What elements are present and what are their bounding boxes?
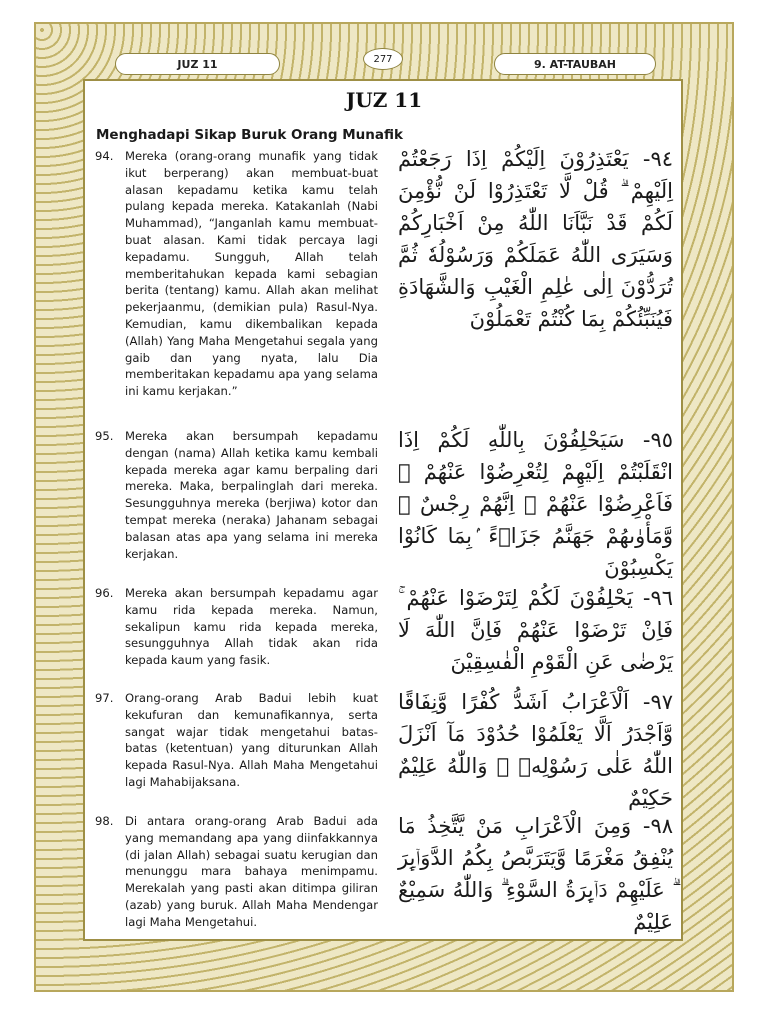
verse-arabic-96: ٩٦- يَحْلِفُوْنَ لَكُمْ لِتَرْضَوْا عَنْهُمْ ۚ فَاِنْ تَرْضَوْا عَنْهُمْ فَاِنَّ اللّٰهَ لَا يَرْضٰى عَنِ الْقَوْمِ الْفٰسِقِيْنَ [398,586,673,674]
verse-arabic-97: ٩٧- اَلْاَعْرَابُ اَشَدُّ كُفْرًا وَّنِفَاقًا وَّاَجْدَرُ اَلَّا يَعْلَمُوْا حُدُوْدَ مَآ اَنْزَلَ اللّٰهُ عَلٰى رَسُوْلِهٖ ۗ وَاللّٰهُ عَلِيْمٌ حَكِيْمٌ [398,690,673,810]
juz-label: JUZ 11 [115,53,280,75]
section-heading: Menghadapi Sikap Buruk Orang Munafik [96,127,403,143]
translation-text: Di antara orang-orang Arab Badui ada yang memandang apa yang diinfakkannya (di jalan Allah) sebagai suatu kerugian dan menunggu mara bahaya menimpamu. Merekalah yang pasti akan ditimpa giliran (azab) yang buruk. Allah Maha Mendengar lagi Maha Mengetahui. [125,814,378,929]
verse-arabic-98: ٩٨- وَمِنَ الْاَعْرَابِ مَنْ يَّتَّخِذُ مَا يُنْفِقُ مَغْرَمًا وَّيَتَرَبَّصُ بِكُمُ الدَّوَاۤىِٕرَ ۗ عَلَيْهِمْ دَاۤىِٕرَةُ السَّوْءِ ۗ وَاللّٰهُ سَمِيْعٌ عَلِيْمٌ [398,814,673,934]
translation-text: Mereka (orang-orang munafik yang tidak ikut berperang) akan membuat-buat alasan kepadamu ketika kamu telah pulang kepada mereka. Katakanlah (Nabi Muhammad), “Janganlah kamu membuat-buat alasan. Kami tidak percaya lagi kepadamu. Sungguh, Allah telah memberitahukan kepada kami sebagian berita (tentang) kamu. Allah akan melihat pekerjaanmu, (demikian pula) Rasul-Nya. Kemudian, kamu dikembalikan kepada (Allah) Yang Maha Mengetahui segala yang gaib dan yang nyata, lalu Dia memberitakan kepadamu apa yang selama ini kamu kerjakan.” [125,149,378,399]
verse-translation-94 [95,148,378,400]
verse-translation-96 [95,585,378,669]
surah-label: 9. AT-TAUBAH [494,53,656,75]
verse-arabic-94: ٩٤- يَعْتَذِرُوْنَ اِلَيْكُمْ اِذَا رَجَعْتُمْ اِلَيْهِمْ ۗ قُلْ لَّا تَعْتَذِرُوْا لَنْ نُّؤْمِنَ لَكُمْ قَدْ نَبَّاَنَا اللّٰهُ مِنْ اَخْبَارِكُمْ وَسَيَرَى اللّٰهُ عَمَلَكُمْ وَرَسُوْلُهٗ ثُمَّ تُرَدُّوْنَ اِلٰى عٰلِمِ الْغَيْبِ وَالشَّهَادَةِ فَيُنَبِّئُكُمْ بِمَا كُنْتُمْ تَعْمَلُوْنَ [398,147,673,331]
page-number: 277 [363,48,403,70]
verse-number: 95. [95,429,114,443]
verse-translation-98 [95,813,378,931]
verse-translation-97 [95,690,378,791]
verse-number: 94. [95,149,114,163]
verse-number: 97. [95,691,114,705]
verse-arabic-95: ٩٥- سَيَحْلِفُوْنَ بِاللّٰهِ لَكُمْ اِذَا انْقَلَبْتُمْ اِلَيْهِمْ لِتُعْرِضُوْا عَنْهُمْ ۗ فَاَعْرِضُوْا عَنْهُمْ ۗ اِنَّهُمْ رِجْسٌ ۖ وَّمَأْوٰىهُمْ جَهَنَّمُ جَزَاۤءً ۢبِمَا كَانُوْا يَكْسِبُوْنَ [398,428,673,580]
translation-text: Mereka akan bersumpah kepadamu agar kamu rida kepada mereka. Namun, sekalipun kamu rida kepada mereka, sesungguhnya Allah tidak akan rida kepada kaum yang fasik. [125,586,378,668]
translation-text: Mereka akan bersumpah kepadamu dengan (nama) Allah ketika kamu kembali kepada mereka agar kamu berpaling dari mereka. Maka, berpalinglah dari mereka. Sesungguhnya mereka (berjiwa) kotor dan tempat mereka (neraka) Jahanam sebagai balasan atas apa yang selama ini mereka kerjakan. [125,429,378,561]
verse-number: 98. [95,814,114,828]
verse-number: 96. [95,586,114,600]
translation-text: Orang-orang Arab Badui lebih kuat kekufuran dan kemunafikannya, serta sangat wajar tidak mengetahui batas-batas (ketentuan) yang diturunkan Allah kepada Rasul-Nya. Allah Maha Mengetahui lagi Mahabijaksana. [125,691,378,789]
page-title: JUZ 11 [345,88,423,112]
verse-translation-95 [95,428,378,562]
